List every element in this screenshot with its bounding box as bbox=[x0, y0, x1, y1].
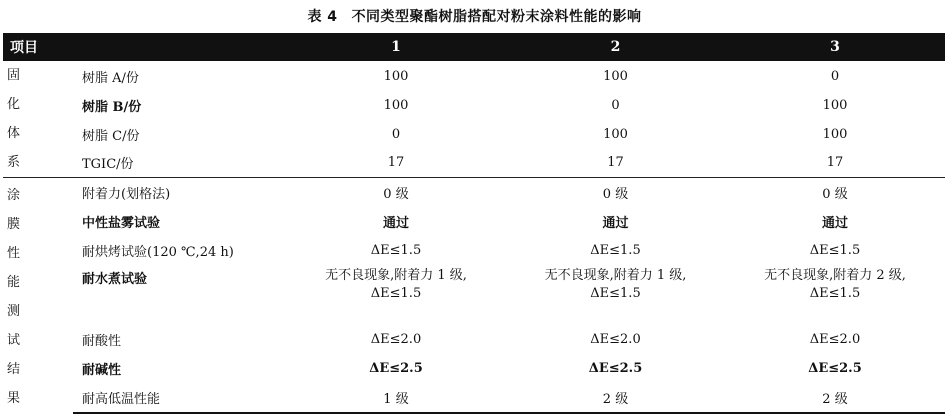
row-label: 树脂 B/份 bbox=[82, 100, 142, 116]
row-label: 耐水煮试验 bbox=[82, 272, 148, 288]
group-label-text: 固 化 体 系 bbox=[7, 68, 21, 170]
table-cell: 17 bbox=[387, 155, 405, 171]
table-cell: ΔE≤2.0 bbox=[370, 331, 422, 347]
table-cell: 100 bbox=[822, 126, 848, 142]
row-label: 耐碱性 bbox=[82, 362, 122, 378]
header-cell-1: 1 bbox=[286, 33, 506, 61]
table-cell: ΔE≤2.0 bbox=[809, 331, 861, 347]
group-label-text: 涂 膜 性 能 测 试 结 果 bbox=[7, 188, 21, 406]
table-row bbox=[3, 236, 945, 265]
table-cell: 100 bbox=[603, 126, 628, 142]
table-row bbox=[3, 178, 945, 208]
table-caption bbox=[0, 6, 949, 26]
header-cell-2: 2 bbox=[506, 33, 725, 61]
table-row bbox=[3, 148, 945, 177]
table-cell: 0 级 bbox=[286, 178, 506, 208]
table-cell: 无不良现象,附着力 1 级, ΔE≤1.5 bbox=[325, 268, 467, 302]
row-label: 树脂 C/份 bbox=[82, 128, 140, 144]
row-label: TGIC/份 bbox=[82, 157, 134, 173]
table-cell: 通过 bbox=[382, 216, 409, 232]
table-cell: 1 级 bbox=[286, 383, 506, 413]
table-cell: 2 级 bbox=[725, 383, 945, 413]
table-cell: ΔE≤2.5 bbox=[369, 360, 423, 376]
table-cell: 无不良现象,附着力 2 级, ΔE≤1.5 bbox=[764, 268, 906, 302]
table-cell: ΔE≤1.5 bbox=[590, 243, 641, 259]
row-label: 附着力(划格法) bbox=[73, 178, 286, 208]
group-label-film-test bbox=[3, 178, 73, 414]
table-row bbox=[3, 207, 945, 236]
row-label: 耐酸性 bbox=[82, 333, 122, 349]
table-header-row bbox=[3, 33, 945, 61]
table-cell: ΔE≤2.5 bbox=[588, 360, 643, 376]
table-cell: 2 级 bbox=[506, 383, 725, 413]
table-row bbox=[3, 120, 945, 148]
table-cell: 0 bbox=[611, 98, 620, 114]
table-row bbox=[3, 61, 945, 92]
table-cell: 0 级 bbox=[506, 178, 725, 208]
table-cell: 17 bbox=[607, 155, 624, 171]
row-label: 树脂 A/份 bbox=[82, 70, 139, 86]
table-row bbox=[3, 354, 945, 383]
table-cell: ΔE≤2.5 bbox=[808, 360, 862, 376]
row-label: 中性盐雾试验 bbox=[82, 216, 161, 232]
row-label: 耐烘烤试验(120 ℃,24 h) bbox=[82, 245, 234, 261]
table-row bbox=[3, 265, 945, 324]
table-cell: 通过 bbox=[821, 216, 848, 232]
table-row bbox=[3, 383, 945, 413]
table-cell: 0 bbox=[391, 126, 401, 142]
table-cell: 100 bbox=[383, 68, 409, 84]
table-cell: 0 bbox=[830, 68, 840, 84]
group-label-curing bbox=[3, 61, 73, 178]
table-cell: 无不良现象,附着力 1 级, ΔE≤1.5 bbox=[544, 268, 687, 302]
table-cell: ΔE≤1.5 bbox=[809, 243, 861, 259]
row-label: 耐高低温性能 bbox=[73, 383, 286, 413]
header-cell-item: 项目 bbox=[3, 33, 286, 61]
header-cell-3: 3 bbox=[725, 33, 945, 61]
table-cell: 100 bbox=[383, 98, 409, 114]
table-cell: 通过 bbox=[602, 216, 629, 232]
table-number: 表 4 bbox=[307, 9, 338, 25]
data-table bbox=[3, 33, 945, 414]
table-cell: 100 bbox=[603, 68, 628, 84]
table-cell: ΔE≤2.0 bbox=[590, 331, 641, 347]
table-cell: 100 bbox=[822, 98, 848, 114]
table-title: 不同类型聚酯树脂搭配对粉末涂料性能的影响 bbox=[351, 9, 642, 25]
table-cell: 17 bbox=[826, 155, 844, 171]
table-row bbox=[3, 92, 945, 120]
table-cell: 0 级 bbox=[725, 178, 945, 208]
table-cell: ΔE≤1.5 bbox=[370, 243, 422, 259]
table-row bbox=[3, 325, 945, 354]
